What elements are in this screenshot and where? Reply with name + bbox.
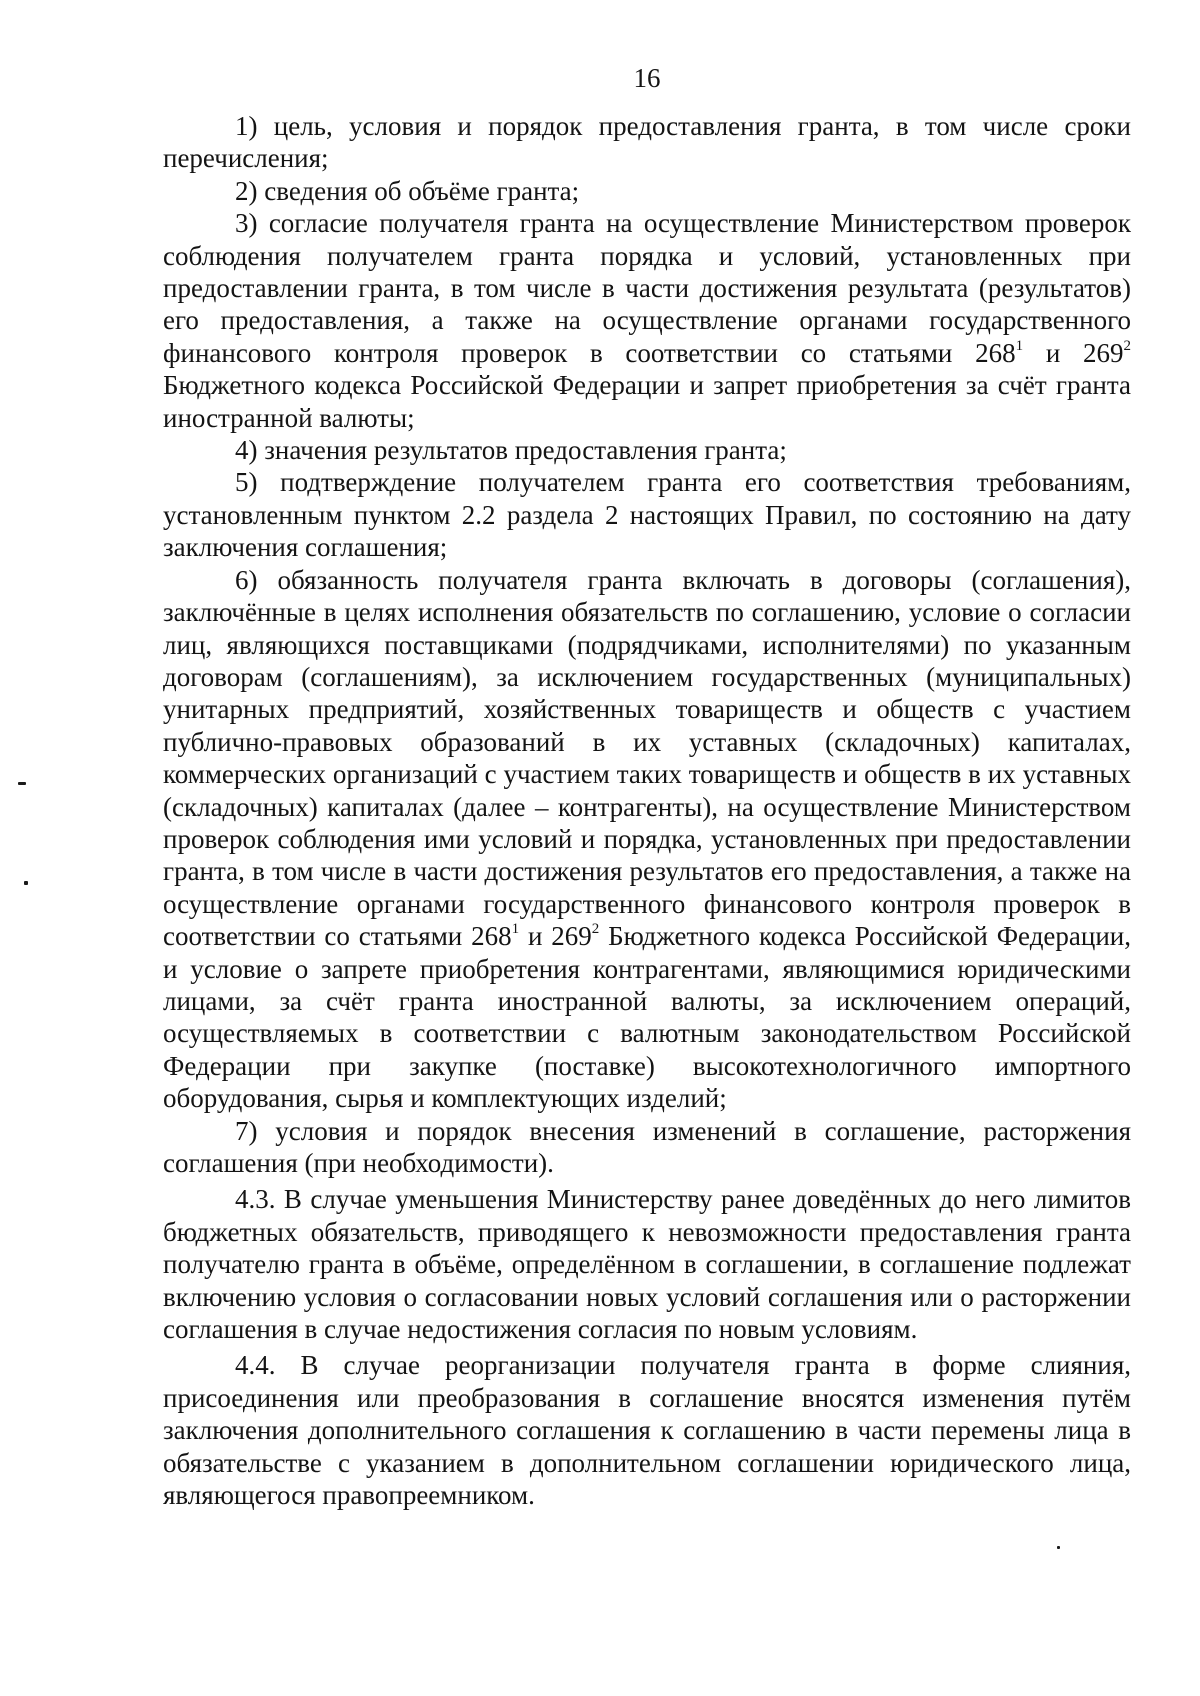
page-number: 16 — [633, 63, 661, 93]
superscript-1: 1 — [1015, 337, 1024, 354]
scan-artifact-dot — [24, 881, 28, 885]
list-item-3-text-b: и 269 — [1023, 337, 1124, 368]
list-item-2: 2) сведения об объёме гранта; — [235, 175, 580, 206]
superscript-2: 2 — [1123, 337, 1131, 354]
list-item-6 — [163, 564, 1131, 1115]
list-item-1: 1) цель, условия и порядок предоставления гранта, в том числе сроки перечисления; — [163, 111, 1131, 174]
clause-4-4: 4.4. В случае реорганизации получателя гранта в форме слияния, присоединения или преобразования в соглашение вносятся изменения путём заключения дополнительного соглашения к соглашению в части перемены лица в обязательстве с указанием в дополнительном соглашении юридического лица, являющегося правопреемником. — [163, 1350, 1131, 1511]
list-item-3 — [163, 207, 1131, 434]
document-page — [163, 60, 1131, 1511]
scan-artifact-dot — [1057, 1546, 1060, 1549]
list-item-3-text-a: 3) согласие получателя гранта на осуществление Министерством проверок соблюдения получателем гранта порядка и условий, установленных при предоставлении гранта, в том числе в части достижения результата (результатов) его предоставления, а также на осуществление органами государственного финансового контроля проверок в соответствии со статьями 268 — [163, 208, 1131, 368]
superscript-1: 1 — [511, 921, 520, 938]
scan-artifact-dash — [18, 782, 26, 785]
list-item-4: 4) значения результатов предоставления гранта; — [235, 435, 787, 466]
list-item-6-text-c: Бюджетного кодекса Российской Федерации, и условие о запрете приобретения контрагентами, являющимися юридическими лицами, за счёт гранта иностранной валюты, за исключением операций, осуществляемых в соответствии с валютным законодательством Российской Федерации при закупке (поставке) высокотехнологичного импортного оборудования, сырья и комплектующих изделий; — [163, 921, 1131, 1114]
superscript-2: 2 — [591, 921, 600, 938]
list-item-6-text-a: 6) обязанность получателя гранта включать в договоры (соглашения), заключённые в целях исполнения обязательств по соглашению, условие о согласии лиц, являющихся поставщиками (подрядчиками, исполнителями) по указанным договорам (соглашениям), за исключением государственных (муниципальных) унитарных предприятий, хозяйственных товариществ и обществ с участием публично-правовых образований в их уставных (складочных) капиталах, коммерческих организаций с участием таких товариществ и обществ в их уставных (складочных) капиталах (далее – контрагенты), на осуществление Министерством проверок соблюдения ими условий и порядка, установленных при предоставлении гранта, в том числе в части достижения результатов его предоставления, а также на осуществление органами государственного финансового контроля проверок в соответствии со статьями 268 — [163, 564, 1131, 952]
clause-4-3: 4.3. В случае уменьшения Министерству ранее доведённых до него лимитов бюджетных обязательств, приводящего к невозможности предоставления гранта получателю гранта в объёме, определённом в соглашении, в соглашение подлежат включению условия о согласовании новых условий соглашения или о расторжении соглашения в случае недостижения согласия по новым условиям. — [163, 1184, 1131, 1345]
list-item-5: 5) подтверждение получателем гранта его соответствия требованиям, установленным пунктом 2.2 раздела 2 настоящих Правил, по состоянию на дату заключения соглашения; — [163, 467, 1131, 563]
list-item-7: 7) условия и порядок внесения изменений в соглашение, расторжения соглашения (при необходимости). — [163, 1115, 1131, 1178]
list-item-3-text-c: Бюджетного кодекса Российской Федерации и запрет приобретения за счёт гранта иностранной валюты; — [163, 370, 1131, 433]
list-item-6-text-b: и 269 — [519, 921, 592, 952]
